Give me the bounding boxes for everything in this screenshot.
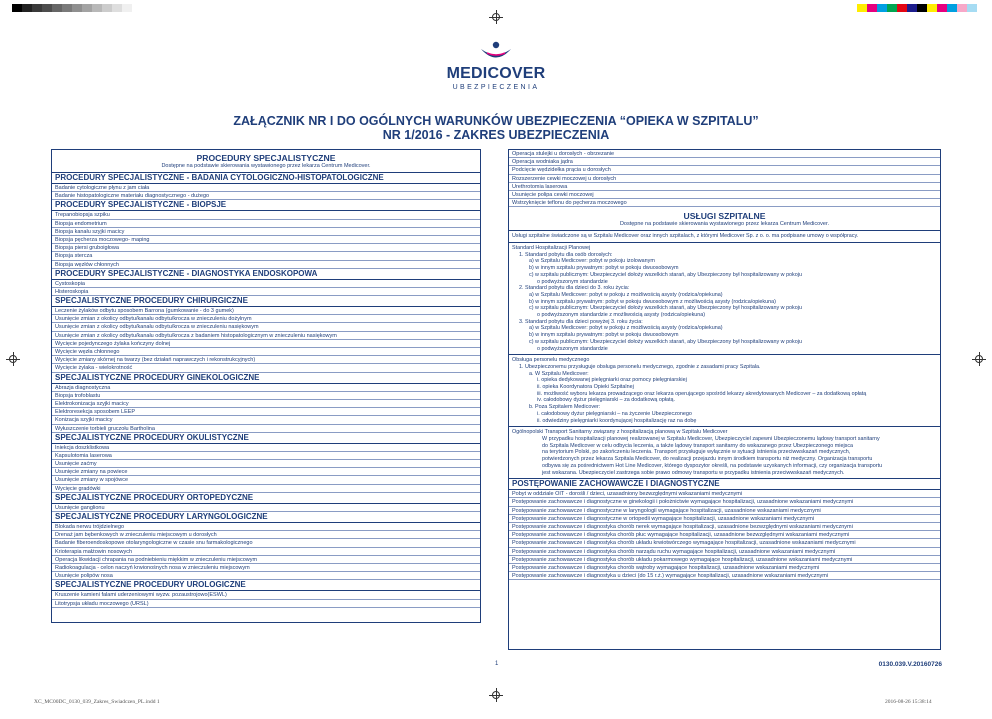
service-line: o podwyższonym standardzie z możliwością asysty (rodzica/opiekuna) xyxy=(537,312,706,319)
procedure-item: Wycięcie węzła chłonnego xyxy=(52,348,480,356)
hospital-services-note-text: Usługi szpitalne świadczone są w Szpitalu Medicover oraz innych szpitalach, z którymi Medicover Sp. z o. o. ma podpisane umowy o współpracy. xyxy=(512,233,859,240)
procedure-item: Badanie histopatologiczne materiału diagnostycznego - dużego xyxy=(52,192,480,200)
service-line: a) w Szpitalu Medicover: pobyt w pokoju z możliwością asysty (rodzica/opiekuna) xyxy=(529,291,723,298)
conservative-item: Postępowanie zachowawcze i diagnostyka chorób wątroby wymagające hospitalizacji, uzasadnione wskazaniami medycznymi xyxy=(509,564,940,572)
hospital-services-subtitle: Dostępne na podstawie skierowania wystawionego przez lekarza Centrum Medicover. xyxy=(509,221,940,231)
color-swatch xyxy=(857,4,867,12)
procedure-group-heading: SPECJALISTYCZNE PROCEDURY UROLOGICZNE xyxy=(52,580,480,591)
procedure-item: Biopsja kanału szyjki macicy xyxy=(52,228,480,236)
service-line: c) w szpitalu publicznym: Ubezpieczyciel dołoży wszelkich starań, aby Ubezpieczony był hospitalizowany w pokoju xyxy=(529,271,802,278)
document-code: 0130.039.V.20160726 xyxy=(878,661,942,668)
color-swatch xyxy=(897,4,907,12)
service-line: iii. możliwość wyboru lekarza prowadzącego oraz lekarza operującego spośród lekarzy akredytowanych Medicover – za dodatkową opłatą xyxy=(537,390,867,397)
service-line: Ogólnopolski Transport Sanitarny związany z hospitalizacją planową w Szpitalu Medicover xyxy=(512,429,728,436)
procedure-item: Biopsja piersi gruboigłowa xyxy=(52,244,480,252)
service-line: c) w szpitalu publicznym: Ubezpieczyciel dołoży wszelkich starań, aby Ubezpieczony był hospitalizowany w pokoju xyxy=(529,338,802,345)
conservative-diagnostic-heading: POSTĘPOWANIE ZACHOWAWCZE I DIAGNOSTYCZNE xyxy=(509,479,940,490)
procedure-group-heading: PROCEDURY SPECJALISTYCZNE - BIOPSJE xyxy=(52,200,480,211)
procedure-item: Operacja stulejki u dorosłych - obrzezanie xyxy=(509,150,940,158)
procedure-item: Trepanobiopsja szpiku xyxy=(52,211,480,219)
procedure-item: Usunięcie polipa cewki moczowej xyxy=(509,191,940,199)
color-swatch xyxy=(947,4,957,12)
procedure-group-heading: SPECJALISTYCZNE PROCEDURY GINEKOLOGICZNE xyxy=(52,373,480,384)
color-swatch xyxy=(907,4,917,12)
procedure-group-heading: SPECJALISTYCZNE PROCEDURY CHIRURGICZNE xyxy=(52,296,480,307)
color-swatch xyxy=(62,4,72,12)
brand-name: MEDICOVER xyxy=(446,65,546,82)
service-line: potwierdzonych przez lekarza Szpitala Medicover, do realizacji przejazdu innym środkiem transportu niż medyczny. Organizacja transportu xyxy=(542,456,873,463)
medicover-logo xyxy=(436,40,556,91)
procedure-item: Badanie fiberoendoskopowe otolaryngologiczne w czasie snu farmakologicznego xyxy=(52,539,480,547)
service-line: Standard Hospitalizacji Planowej xyxy=(512,245,591,252)
color-swatch xyxy=(102,4,112,12)
procedure-item: Badanie cytologiczne płynu z jam ciała xyxy=(52,184,480,192)
color-swatches-right xyxy=(857,4,977,12)
specialist-procedure-groups xyxy=(52,173,480,608)
service-line: ii. odwiedziny pielęgniarki koordynującej hospitalizację raz na dobę xyxy=(537,417,697,424)
procedure-group-heading: PROCEDURY SPECJALISTYCZNE - BADANIA CYTOLOGICZNO-HISTOPATOLOGICZNE xyxy=(52,173,480,184)
medicover-logo-icon xyxy=(478,40,514,64)
color-swatch xyxy=(12,4,22,12)
procedure-item: Usunięcie zmian z okolicy odbytu/kanału odbytu/krocza w znieczuleniu dożylnym xyxy=(52,315,480,323)
procedure-item: Abrazja diagnostyczna xyxy=(52,384,480,392)
procedure-group-heading: SPECJALISTYCZNE PROCEDURY OKULISTYCZNE xyxy=(52,433,480,444)
procedure-item: Usunięcie polipów nosa xyxy=(52,572,480,580)
conservative-item: Postępowanie zachowawcze i diagnostyka chorób nerek wymagające hospitalizacji, uzasadnione bezwzględnymi wskazaniami medycznymi xyxy=(509,523,940,531)
procedure-item: Iniekcja doszklistkowa xyxy=(52,444,480,452)
procedure-item: Elektroresekcja sposobem LEEP xyxy=(52,408,480,416)
planned-hospitalization-standard xyxy=(509,243,940,355)
procedure-item: Histeroskopia xyxy=(52,288,480,296)
procedure-item: Radiokoagulacja - celon naczyń krwionośnych nosa w znieczuleniu miejscowym xyxy=(52,564,480,572)
brand-subtitle: UBEZPIECZENIA xyxy=(452,84,540,91)
conservative-diagnostic-list xyxy=(509,490,940,580)
procedure-item: Litotrypsja układu moczowego (URSL) xyxy=(52,600,480,608)
conservative-item: Pobyt w oddziale OIT - dorośli / dzieci, uzasadniony bezwzględnymi wskazaniami medycznymi xyxy=(509,490,940,498)
service-line: jest wskazana. Ubezpieczyciel zastrzega sobie prawo odmowy transportu w przypadku istnienia przeciwwskazań medycznych. xyxy=(542,469,845,476)
procedure-item: Biopsja pęcherza moczowego- maping xyxy=(52,236,480,244)
procedure-item: Leczenie żylaków odbytu sposobem Barrona (gumkowanie - do 3 gumek) xyxy=(52,307,480,315)
procedure-item: Biopsja węzłów chłonnych xyxy=(52,261,480,269)
procedure-item: Biopsja stercza xyxy=(52,252,480,260)
service-line: 3. Standard pobytu dla dzieci powyżej 3. roku życia: xyxy=(519,318,643,325)
service-line: b. Poza Szpitalem Medicover: xyxy=(529,404,601,411)
procedure-item: Operacja wodniaka jądra xyxy=(509,158,940,166)
specialist-procedures-title: PROCEDURY SPECJALISTYCZNE xyxy=(196,153,336,163)
procedure-item: Biopsja trofoblastu xyxy=(52,392,480,400)
conservative-item: Postępowanie zachowawcze i diagnostyka chorób płuc wymagające hospitalizacji, uzasadnione bezwzględnymi wskazaniami medycznymi xyxy=(509,531,940,539)
registration-mark-left xyxy=(6,352,20,366)
service-line: b) w innym szpitalu prywatnym: pobyt w pokoju dwuosobowym z możliwością asysty (rodzica/opiekuna) xyxy=(529,298,776,305)
procedure-item: Urethrotomia laserowa xyxy=(509,183,940,191)
service-line: iv. całodobowy dyżur pielęgniarski – za dodatkową opłatą. xyxy=(537,397,676,404)
color-swatch xyxy=(112,4,122,12)
file-info: XC_MC00DC_0130_039_Zakres_Swiadczen_PL.indd 1 xyxy=(34,699,160,705)
service-line: c) w szpitalu publicznym: Ubezpieczyciel dołoży wszelkich starań, aby Ubezpieczony był hospitalizowany w pokoju xyxy=(529,305,802,312)
procedure-item: Cystoskopia xyxy=(52,280,480,288)
procedure-group-heading: PROCEDURY SPECJALISTYCZNE - DIAGNOSTYKA ENDOSKOPOWA xyxy=(52,269,480,280)
print-timestamp: 2016-08-26 15:38:14 xyxy=(885,699,932,705)
service-line: W przypadku hospitalizacji planowej realizowanej w Szpitalu Medicover, Ubezpieczyciel zapewni Ubezpieczonemu lądowy transport sanitarny xyxy=(542,436,880,442)
procedure-item: Usunięcie zmiany na powiece xyxy=(52,468,480,476)
left-column xyxy=(51,149,481,623)
procedure-item: Kruszenie kamieni falami uderzeniowymi wyzw. pozaustrojowo(ESWL) xyxy=(52,591,480,599)
procedure-item: Blokada nerwu trójdzielnego xyxy=(52,523,480,531)
service-line: 1. Standard pobytu dla osób dorosłych: xyxy=(519,251,613,258)
service-line: do Szpitala Medicover w celu odbycia leczenia, a także lądowy transport sanitarny do wskazanego przez Ubezpieczonego miejsca xyxy=(542,442,854,449)
procedure-item: Usunięcie zmian z okolicy odbytu/kanału odbytu/krocza z badaniem histopatologicznym w znieczuleniu nasiękowym xyxy=(52,332,480,340)
page-title-line-2: NR 1/2016 - ZAKRES UBEZPIECZENIA xyxy=(382,128,610,142)
service-line: b) w innym szpitalu prywatnym: pobyt w pokoju dwuosobowym xyxy=(529,332,679,339)
procedure-item: Usunięcie zmian z okolicy odbytu/kanału odbytu/krocza w znieczuleniu nasiękowym xyxy=(52,323,480,331)
color-swatch xyxy=(887,4,897,12)
procedure-item: Operacja likwidacji chrapania na podniebieniu miękkim w znieczuleniu miejscowym xyxy=(52,556,480,564)
specialist-procedures-subtitle: Dostępne na podstawie skierowania wystawionego przez lekarza Centrum Medicover. xyxy=(52,163,480,173)
procedure-group-heading: SPECJALISTYCZNE PROCEDURY LARYNGOLOGICZNE xyxy=(52,512,480,523)
page-number: 1 xyxy=(495,661,499,667)
procedure-item: Usunięcie zmiany w spojówce xyxy=(52,476,480,484)
service-line: odbywa się za pośrednictwem Hot Line Medicover, którego dyspozytor określi, na podstawie uzyskanych informacji, czy organizacja transportu xyxy=(542,462,883,469)
procedure-item: Biopsja endometrium xyxy=(52,220,480,228)
medical-transport xyxy=(509,427,940,479)
procedure-item: Wstrzyknięcie teflonu do pęcherza moczowego xyxy=(509,199,940,207)
color-swatch xyxy=(967,4,977,12)
color-swatch xyxy=(82,4,92,12)
procedure-item: Rozszerzenie cewki moczowej u dorosłych xyxy=(509,175,940,183)
service-line: ii. opieka Koordynatora Opieki Szpitalnej xyxy=(537,384,634,391)
conservative-item: Postępowanie zachowawcze i diagnostyka chorób narządu ruchu wymagające hospitalizacji, uzasadnione wskazaniami medycznymi xyxy=(509,548,940,556)
procedure-item: Podcięcie wędzidełka prącia u dorosłych xyxy=(509,166,940,174)
procedure-item: Wyłuszczenie torbieli gruczołu Bartholina xyxy=(52,425,480,433)
service-line: o podwyższonym standardzie xyxy=(537,345,608,352)
medical-staff-service xyxy=(509,355,940,427)
hospital-services-note xyxy=(509,231,940,243)
color-swatch xyxy=(42,4,52,12)
service-line: a) w Szpitalu Medicover: pobyt w pokoju z możliwością asysty (rodzica/opiekuna) xyxy=(529,325,723,332)
color-swatch xyxy=(32,4,42,12)
color-swatch xyxy=(22,4,32,12)
color-swatch xyxy=(122,4,132,12)
urology-procedure-list xyxy=(509,150,940,207)
color-swatch xyxy=(957,4,967,12)
procedure-item: Usunięcie ganglionu xyxy=(52,504,480,512)
registration-mark-bottom xyxy=(489,688,503,702)
color-swatch xyxy=(917,4,927,12)
hospital-services-title: USŁUGI SZPITALNE xyxy=(683,211,766,222)
page-title-line-1: ZAŁĄCZNIK NR I DO OGÓLNYCH WARUNKÓW UBEZPIECZENIA “OPIEKA W SZPITALU” xyxy=(233,114,759,128)
procedure-item: Wycięcie gradówki xyxy=(52,485,480,493)
conservative-item: Postępowanie zachowawcze i diagnostyka u dzieci (do 15 r.ż.) wymagające hospitalizacji, uzasadnione wskazaniami medycznymi xyxy=(509,572,940,580)
service-line: na terytorium Polski, po zakończeniu leczenia. Transport przysługuje wyłącznie w sytuacji istnienia przeciwwskazań medycznych, xyxy=(542,449,851,456)
conservative-item: Postępowanie zachowawcze i diagnostyczne w ginekologii i położnictwie wymagające hospitalizacji, uzasadnione wskazaniami medycznymi xyxy=(509,498,940,506)
service-line: i. całodobowy dyżur pielęgniarski – na życzenie Ubezpieczonego xyxy=(537,410,692,417)
color-swatch xyxy=(72,4,82,12)
registration-mark-right xyxy=(972,352,986,366)
service-line: b) w innym szpitalu prywatnym: pobyt w pokoju dwuosobowym xyxy=(529,265,679,272)
service-line: 2. Standard pobytu dla dzieci do 3. roku życia: xyxy=(519,285,630,292)
service-line: o podwyższonym standardzie xyxy=(537,278,608,285)
service-line: Obsługa personelu medycznego xyxy=(512,357,590,364)
color-swatch xyxy=(52,4,62,12)
procedure-item: Drenaż jam bębenkowych w znieczuleniu miejscowym u dorosłych xyxy=(52,531,480,539)
color-swatch xyxy=(937,4,947,12)
color-swatch xyxy=(927,4,937,12)
color-swatch xyxy=(92,4,102,12)
right-column xyxy=(508,149,941,650)
procedure-item: Wycięcie zmiany skórnej na twarzy (bez działań naprawczych i rekonstrukcyjnych) xyxy=(52,356,480,364)
procedure-item: Konizacja szyjki macicy xyxy=(52,416,480,424)
conservative-item: Postępowanie zachowawcze i diagnostyka chorób układu krwiotwórczego wymagające hospitalizacji, uzasadnione wskazaniami medycznymi xyxy=(509,539,940,547)
procedure-group-heading: SPECJALISTYCZNE PROCEDURY ORTOPEDYCZNE xyxy=(52,493,480,504)
procedure-item: Elektrokonizacja szyjki macicy xyxy=(52,400,480,408)
color-swatches-left xyxy=(12,4,132,12)
registration-mark-top xyxy=(489,10,503,24)
service-line: i. opieka dedykowanej pielęgniarki oraz pomocy pielęgniarskiej xyxy=(537,377,687,384)
procedure-item: Wycięcie żylaka - wielokrotność xyxy=(52,364,480,372)
procedure-item: Wycięcie pojedynczego żylaka kończyny dolnej xyxy=(52,340,480,348)
service-line: 1. Ubezpieczonemu przysługuje obsługa personelu medycznego, zgodnie z zasadami pracy Szpitala. xyxy=(519,363,761,370)
conservative-item: Postępowanie zachowawcze i diagnostyczne w ortopedii wymagające hospitalizacji, uzasadnione wskazaniami medycznymi xyxy=(509,515,940,523)
procedure-item: Kapsulotomia laserowa xyxy=(52,452,480,460)
conservative-item: Postępowanie zachowawcze i diagnostyczne w laryngologii wymagające hospitalizacji, uzasadnione wskazaniami medycznymi xyxy=(509,507,940,515)
conservative-item: Postępowanie zachowawcze i diagnostyka chorób układu pokarmowego wymagające hospitalizacji, uzasadnione wskazaniami medycznymi xyxy=(509,556,940,564)
procedure-item: Usunięcie zaćmy xyxy=(52,460,480,468)
procedure-item: Krioterapia małżowin nosowych xyxy=(52,548,480,556)
color-swatch xyxy=(877,4,887,12)
color-swatch xyxy=(867,4,877,12)
service-line: a. W Szpitalu Medicover: xyxy=(529,370,589,377)
service-line: a) w Szpitalu Medicover: pobyt w pokoju izolowanym xyxy=(529,258,655,265)
